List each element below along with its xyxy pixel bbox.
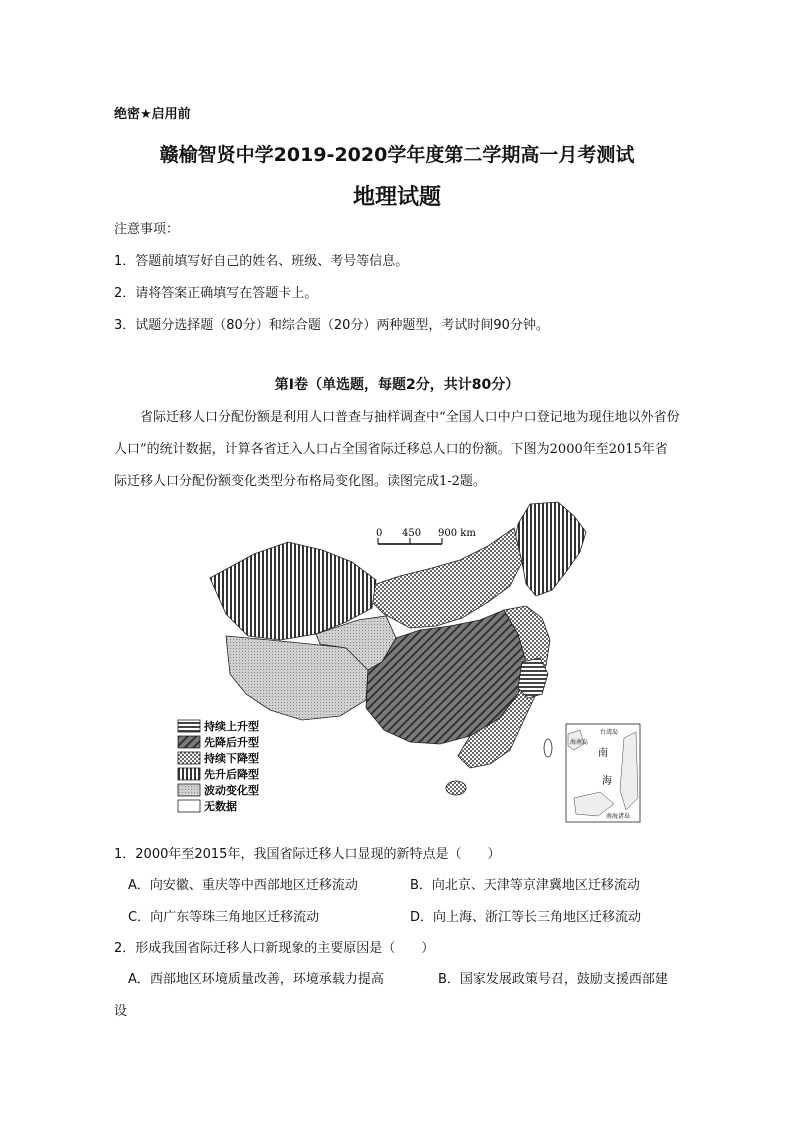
inset-label: 南海诸岛 (606, 813, 631, 820)
china-migration-map (170, 498, 631, 824)
question-option: B．向北京、天津等京津冀地区迁移流动 (410, 878, 640, 893)
confidential-label: 绝密★启用前 (114, 107, 191, 122)
south-china-sea-inset (566, 724, 640, 822)
inset-label: 海南岛 (570, 739, 589, 746)
scale-label: 0 (376, 528, 383, 539)
legend-label: 持续上升型 (204, 720, 259, 733)
section-intro: 省际迁移人口分配份额是利用人口普查与抽样调查中“全国人口中户口登记地为现住地以外省份人口”的统计数据，计算各省迁入人口占全国省际迁移总人口的份额。下图为2000年至2015年省际迁移人口分配份额变化类型分布格局变化图。读图完成1-2题。 (114, 410, 680, 489)
northeast-region (514, 502, 586, 596)
question-stem: 1．2000年至2015年，我国省际迁移人口显现的新特点是（ ） (114, 847, 501, 862)
question-option: B．国家发展政策号召，鼓励支援西部建 (438, 972, 668, 987)
legend-swatch (178, 784, 200, 796)
legend-label: 先降后升型 (204, 736, 259, 749)
map-legend (178, 719, 259, 813)
question-option-continuation: 设 (114, 1004, 128, 1019)
legend-label: 持续下降型 (204, 752, 259, 765)
inset-label: 台湾岛 (600, 729, 619, 736)
taiwan-island (544, 739, 552, 757)
scale-bar (376, 528, 476, 544)
notes-heading: 注意事项： (114, 222, 180, 237)
note-item: 3．试题分选择题（80分）和综合题（20分）两种题型，考试时间90分钟。 (114, 318, 549, 333)
section-heading: 第I卷（单选题，每题2分，共计80分） (274, 377, 520, 393)
legend-label: 无数据 (204, 800, 237, 813)
hainan-island (446, 781, 466, 795)
legend-swatch (178, 752, 200, 764)
note-item: 1．答题前填写好自己的姓名、班级、考号等信息。 (114, 254, 409, 269)
scale-label: 450 (402, 528, 422, 539)
inset-label: 海 (602, 776, 612, 787)
question-option: D．向上海、浙江等长三角地区迁移流动 (410, 910, 642, 925)
exam-subtitle: 地理试题 (352, 185, 441, 210)
question-option: A．西部地区环境质量改善，环境承载力提高 (128, 972, 384, 987)
legend-swatch (178, 720, 200, 732)
note-item: 2．请将答案正确填写在答题卡上。 (114, 286, 318, 301)
question-stem: 2．形成我国省际迁移人口新现象的主要原因是（ ） (114, 941, 435, 956)
legend-swatch (178, 800, 200, 812)
legend-label: 波动变化型 (204, 784, 259, 797)
exam-title: 赣榆智贤中学2019-2020学年度第二学期高一月考测试 (159, 144, 635, 166)
inset-label: 南 (598, 748, 608, 759)
legend-swatch (178, 736, 200, 748)
question-option: A．向安徽、重庆等中西部地区迁移流动 (128, 878, 358, 893)
legend-swatch (178, 768, 200, 780)
question-option: C．向广东等珠三角地区迁移流动 (128, 910, 320, 925)
scale-label: 900 km (438, 528, 476, 539)
legend-label: 先升后降型 (204, 768, 259, 781)
